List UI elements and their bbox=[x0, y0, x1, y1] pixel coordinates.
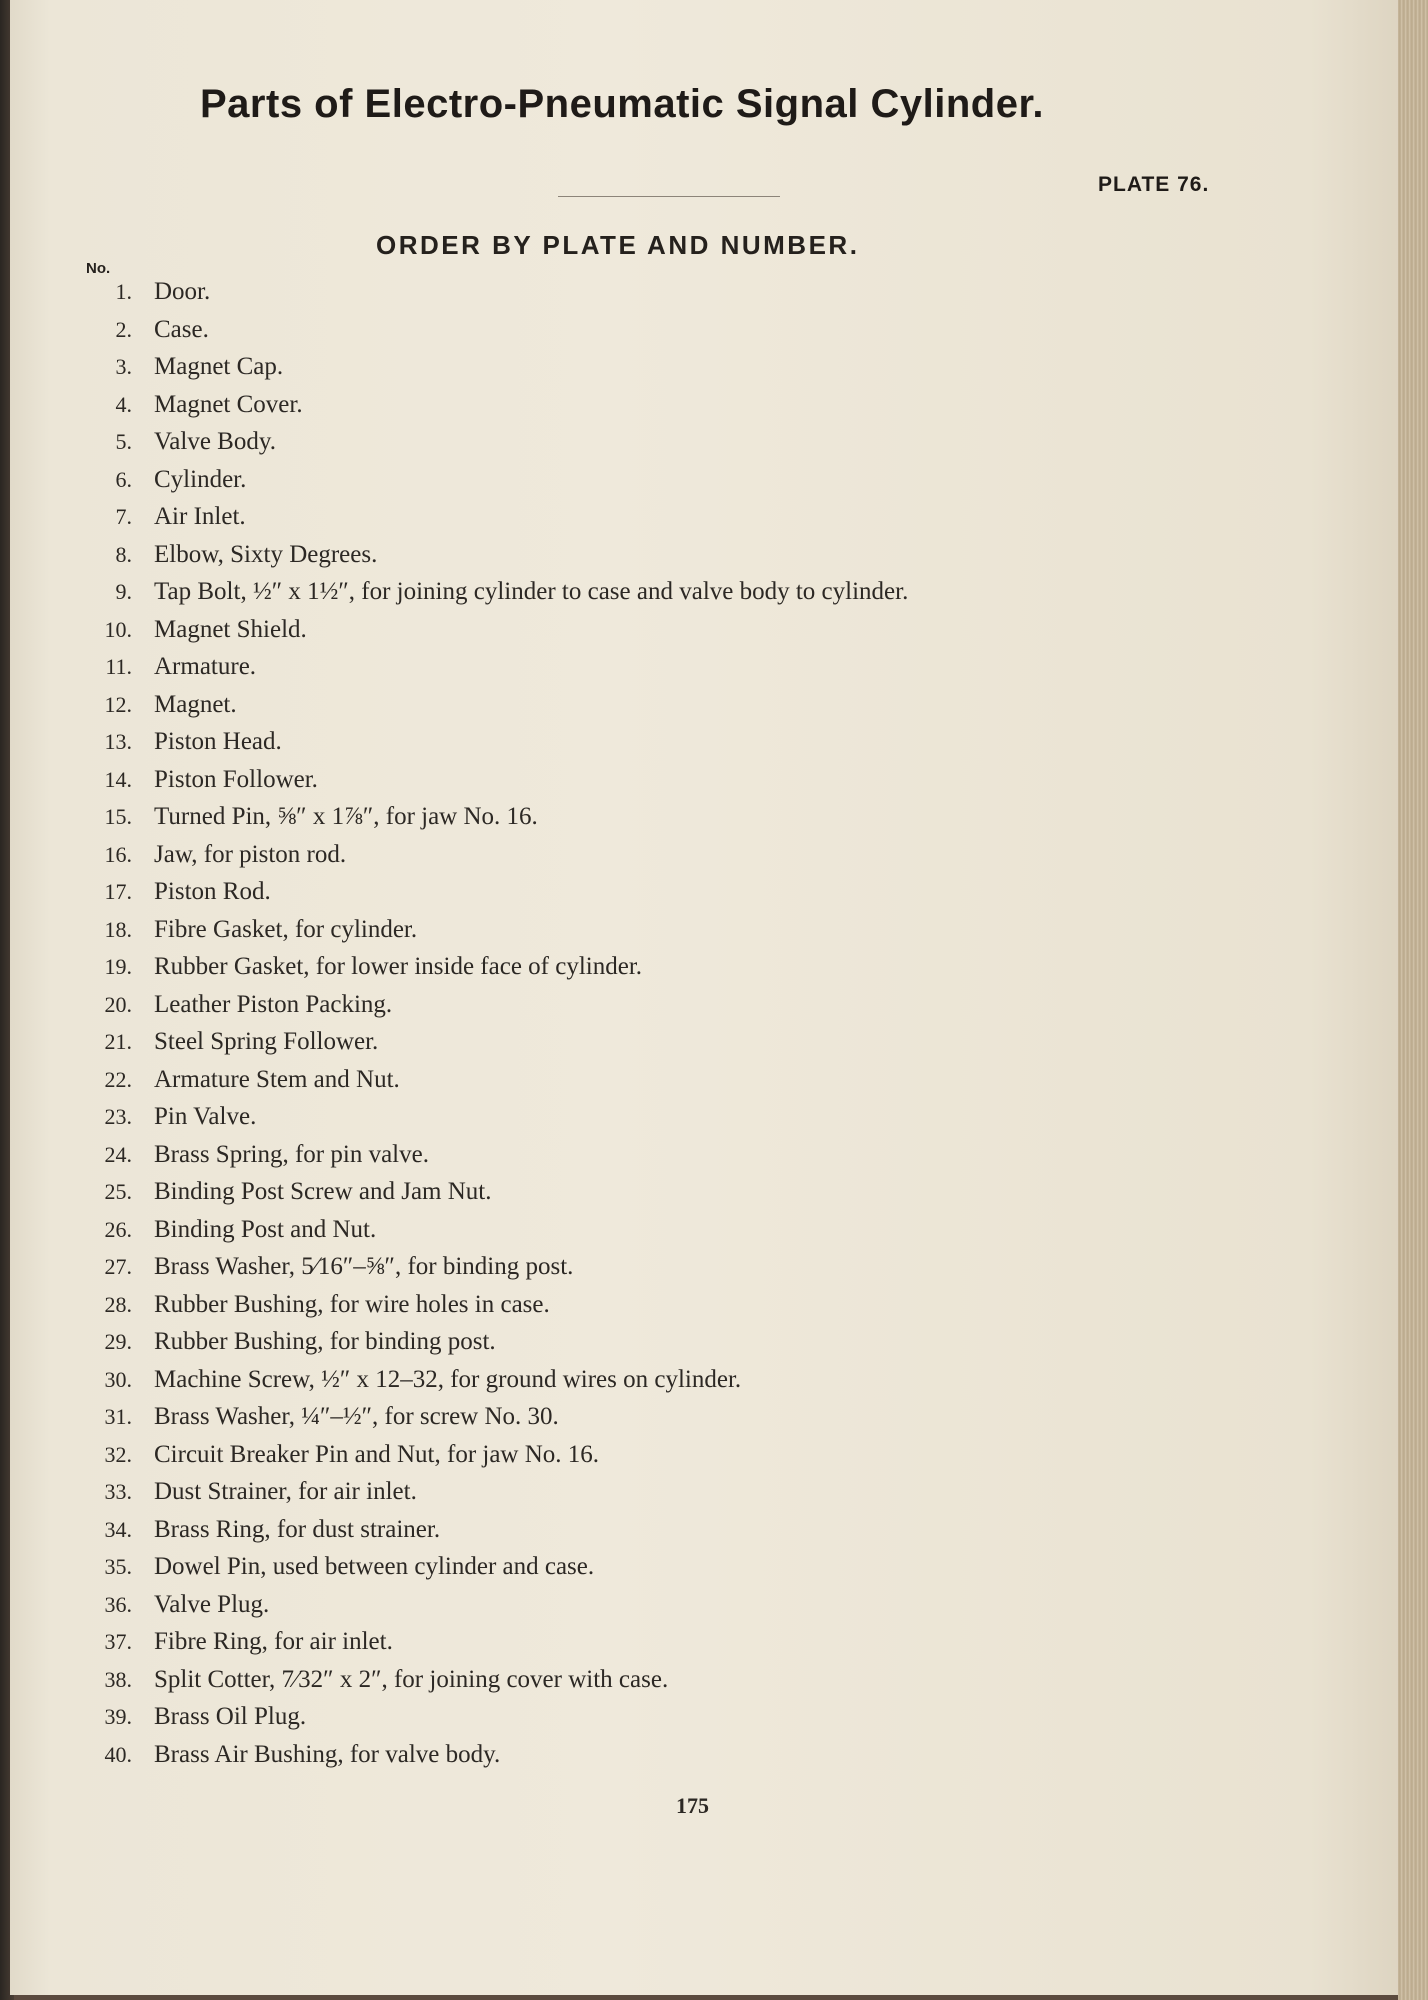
part-description: Brass Washer, 5⁄16″–⅝″, for binding post. bbox=[154, 1253, 574, 1280]
page-number: 175 bbox=[676, 1793, 709, 1818]
part-description: Leather Piston Packing. bbox=[154, 990, 393, 1018]
part-number: 27. bbox=[104, 1254, 132, 1279]
part-number: 15. bbox=[104, 804, 132, 829]
part-description: Armature. bbox=[154, 653, 257, 680]
part-row bbox=[70, 1741, 908, 1779]
part-number: 23. bbox=[104, 1104, 132, 1129]
part-number: 13. bbox=[104, 729, 132, 754]
part-number: 39. bbox=[104, 1704, 132, 1729]
part-row bbox=[70, 1703, 908, 1741]
part-number: 36. bbox=[104, 1591, 132, 1617]
part-row bbox=[70, 391, 908, 429]
part-row bbox=[70, 278, 908, 316]
part-description: Magnet. bbox=[154, 690, 237, 718]
part-number: 30. bbox=[104, 1366, 132, 1392]
part-description: Binding Post Screw and Jam Nut. bbox=[154, 1178, 492, 1205]
part-row bbox=[70, 1403, 908, 1441]
part-row bbox=[70, 1553, 908, 1591]
part-description: Cylinder. bbox=[154, 465, 247, 493]
part-row bbox=[70, 1591, 908, 1629]
catalog-page bbox=[10, 0, 1400, 1995]
part-number: 14. bbox=[104, 766, 132, 792]
part-row bbox=[70, 878, 908, 916]
part-description: Binding Post and Nut. bbox=[154, 1215, 377, 1243]
part-number: 10. bbox=[104, 616, 132, 642]
part-number: 8. bbox=[115, 541, 132, 567]
part-description: Rubber Bushing, for wire holes in case. bbox=[154, 1290, 550, 1318]
part-description: Dust Strainer, for air inlet. bbox=[154, 1478, 417, 1505]
part-row bbox=[70, 428, 908, 466]
part-row bbox=[70, 1441, 908, 1479]
part-description: Brass Spring, for pin valve. bbox=[154, 1140, 429, 1168]
part-row bbox=[70, 728, 908, 766]
part-number: 24. bbox=[104, 1141, 132, 1167]
part-description: Brass Oil Plug. bbox=[154, 1703, 307, 1730]
part-number: 26. bbox=[104, 1216, 132, 1242]
part-number: 35. bbox=[104, 1554, 132, 1579]
part-number: 31. bbox=[104, 1404, 132, 1429]
part-description: Brass Ring, for dust strainer. bbox=[154, 1515, 441, 1543]
part-number: 9. bbox=[115, 579, 132, 604]
part-description: Piston Rod. bbox=[154, 878, 271, 905]
part-number: 4. bbox=[115, 391, 132, 417]
number-column-header: No. bbox=[86, 260, 111, 277]
part-description: Rubber Bushing, for binding post. bbox=[154, 1328, 496, 1355]
part-description: Rubber Gasket, for lower inside face of cylinder. bbox=[154, 953, 643, 980]
part-description: Steel Spring Follower. bbox=[154, 1028, 379, 1055]
order-heading: ORDER BY PLATE AND NUMBER. bbox=[376, 230, 860, 260]
part-number: 7. bbox=[115, 504, 132, 529]
part-number: 3. bbox=[115, 354, 132, 379]
part-row bbox=[70, 1253, 908, 1291]
part-description: Pin Valve. bbox=[154, 1103, 257, 1130]
part-description: Machine Screw, ½″ x 12–32, for ground wires on cylinder. bbox=[154, 1365, 742, 1393]
part-number: 18. bbox=[104, 916, 132, 942]
part-number: 25. bbox=[104, 1179, 132, 1204]
part-description: Valve Plug. bbox=[154, 1590, 270, 1618]
part-description: Valve Body. bbox=[154, 428, 276, 455]
part-number: 37. bbox=[104, 1629, 132, 1654]
part-number: 20. bbox=[104, 991, 132, 1017]
part-description: Jaw, for piston rod. bbox=[154, 840, 347, 868]
part-row bbox=[70, 1516, 908, 1554]
plate-label: PLATE 76. bbox=[1098, 173, 1210, 196]
part-row bbox=[70, 1141, 908, 1179]
part-description: Door. bbox=[154, 278, 211, 305]
part-description: Turned Pin, ⅝″ x 1⅞″, for jaw No. 16. bbox=[154, 803, 538, 830]
part-description: Magnet Cap. bbox=[154, 353, 284, 380]
part-number: 22. bbox=[104, 1066, 132, 1092]
part-row bbox=[70, 1328, 908, 1366]
part-description: Magnet Shield. bbox=[154, 615, 307, 643]
part-row bbox=[70, 541, 908, 579]
part-row bbox=[70, 578, 908, 616]
part-number: 34. bbox=[104, 1516, 132, 1542]
part-number: 32. bbox=[104, 1441, 132, 1467]
part-description: Tap Bolt, ½″ x 1½″, for joining cylinder to case and valve body to cylinder. bbox=[154, 578, 909, 605]
part-row bbox=[70, 691, 908, 729]
part-row bbox=[70, 316, 908, 354]
part-row bbox=[70, 953, 908, 991]
part-row bbox=[70, 1291, 908, 1329]
part-description: Piston Head. bbox=[154, 728, 282, 755]
part-number: 6. bbox=[115, 466, 132, 492]
part-row bbox=[70, 1366, 908, 1404]
part-row bbox=[70, 353, 908, 391]
part-row bbox=[70, 841, 908, 879]
part-number: 21. bbox=[104, 1029, 132, 1054]
part-row bbox=[70, 916, 908, 954]
part-number: 28. bbox=[104, 1291, 132, 1317]
part-description: Magnet Cover. bbox=[154, 390, 303, 418]
parts-list bbox=[70, 278, 908, 1778]
part-description: Dowel Pin, used between cylinder and case. bbox=[154, 1553, 595, 1580]
part-row bbox=[70, 1103, 908, 1141]
part-number: 11. bbox=[105, 654, 132, 679]
part-number: 12. bbox=[104, 691, 132, 717]
part-row bbox=[70, 1666, 908, 1704]
part-number: 5. bbox=[115, 429, 132, 454]
page-title: Parts of Electro-Pneumatic Signal Cylinder. bbox=[200, 82, 1044, 126]
part-number: 16. bbox=[104, 841, 132, 867]
part-description: Air Inlet. bbox=[154, 503, 246, 530]
part-number: 2. bbox=[115, 316, 132, 342]
part-row bbox=[70, 803, 908, 841]
part-row bbox=[70, 766, 908, 804]
part-description: Fibre Ring, for air inlet. bbox=[154, 1628, 393, 1655]
part-description: Armature Stem and Nut. bbox=[154, 1065, 400, 1093]
part-number: 33. bbox=[104, 1479, 132, 1504]
title-divider bbox=[558, 196, 780, 197]
part-row bbox=[70, 1478, 908, 1516]
part-row bbox=[70, 616, 908, 654]
part-row bbox=[70, 1028, 908, 1066]
part-row bbox=[70, 653, 908, 691]
part-description: Circuit Breaker Pin and Nut, for jaw No. 16. bbox=[154, 1440, 600, 1468]
part-number: 19. bbox=[104, 954, 132, 979]
part-row bbox=[70, 1628, 908, 1666]
part-row bbox=[70, 991, 908, 1029]
page-edges bbox=[1398, 0, 1428, 2000]
part-description: Elbow, Sixty Degrees. bbox=[154, 540, 378, 568]
part-row bbox=[70, 1178, 908, 1216]
part-description: Brass Air Bushing, for valve body. bbox=[154, 1740, 501, 1768]
part-row bbox=[70, 1216, 908, 1254]
part-description: Piston Follower. bbox=[154, 765, 318, 793]
part-number: 17. bbox=[104, 879, 132, 904]
part-row bbox=[70, 1066, 908, 1104]
part-row bbox=[70, 466, 908, 504]
part-description: Split Cotter, 7⁄32″ x 2″, for joining cover with case. bbox=[154, 1665, 669, 1693]
part-number: 1. bbox=[115, 279, 132, 304]
part-number: 29. bbox=[104, 1329, 132, 1354]
part-description: Fibre Gasket, for cylinder. bbox=[154, 915, 418, 943]
part-row bbox=[70, 503, 908, 541]
part-number: 40. bbox=[104, 1741, 132, 1767]
part-description: Brass Washer, ¼″–½″, for screw No. 30. bbox=[154, 1403, 559, 1430]
part-number: 38. bbox=[104, 1666, 132, 1692]
part-description: Case. bbox=[154, 315, 209, 343]
